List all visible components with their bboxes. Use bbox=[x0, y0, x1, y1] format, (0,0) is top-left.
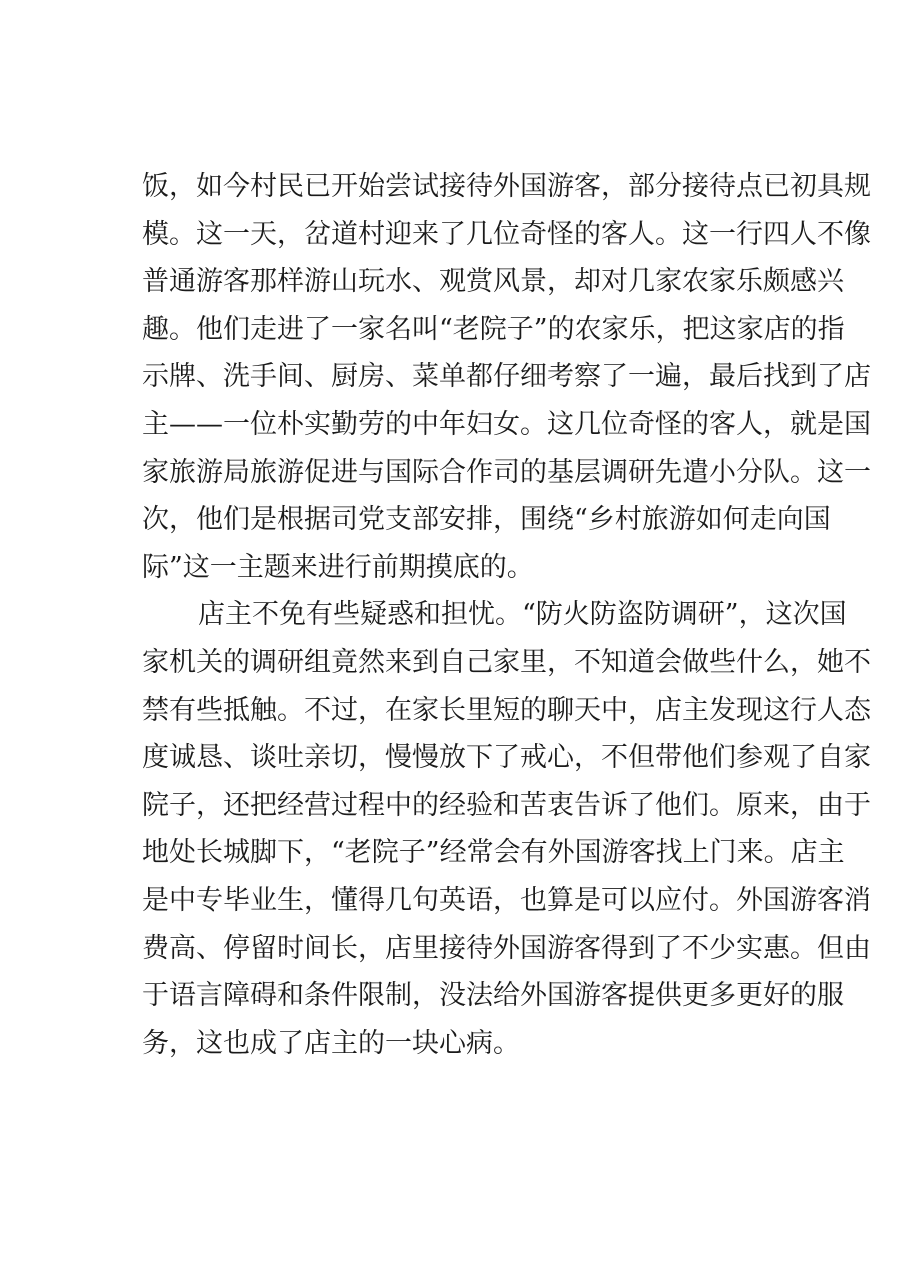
text-line: 际”这一主题来进行前期摸底的。 bbox=[142, 551, 534, 583]
paragraph bbox=[142, 163, 871, 591]
text-line: 饭，如今村民已开始尝试接待外国游客，部分接待点已初具规 bbox=[142, 171, 871, 202]
text-line: 普通游客那样游山玩水、观赏风景，却对几家农家乐颇感兴 bbox=[142, 266, 844, 298]
text-line: 模。这一天，岔道村迎来了几位奇怪的客人。这一行四人不像 bbox=[142, 218, 871, 250]
text-line: 务，这也成了店主的一块心病。 bbox=[142, 1027, 520, 1059]
body-text bbox=[142, 163, 871, 1067]
text-line: 院子，还把经营过程中的经验和苦衷告诉了他们。原来，由于 bbox=[142, 789, 871, 821]
text-line: 是中专毕业生，懂得几句英语，也算是可以应付。外国游客消 bbox=[142, 884, 871, 916]
text-line: 家机关的调研组竟然来到自己家里，不知道会做些什么，她不 bbox=[142, 646, 871, 678]
text-line: 度诚恳、谈吐亲切，慢慢放下了戒心，不但带他们参观了自家 bbox=[142, 742, 871, 774]
text-line: 主——一位朴实勤劳的中年妇女。这几位奇怪的客人，就是国 bbox=[142, 408, 871, 440]
text-line: 地处长城脚下，“老院子”经常会有外国游客找上门来。店主 bbox=[142, 837, 845, 869]
text-line: 趣。他们走进了一家名叫“老院子”的农家乐，把这家店的指 bbox=[142, 313, 845, 345]
text-line: 示牌、洗手间、厨房、菜单都仔细考察了一遍，最后找到了店 bbox=[142, 361, 871, 393]
paragraph bbox=[142, 591, 871, 1067]
text-line: 禁有些抵触。不过，在家长里短的聊天中，店主发现这行人态 bbox=[142, 694, 871, 726]
text-line: 次，他们是根据司党支部安排，围绕“乡村旅游如何走向国 bbox=[142, 504, 831, 536]
text-line: 店主不免有些疑惑和担忧。“防火防盗防调研”，这次国 bbox=[198, 599, 847, 631]
text-line: 于语言障碍和条件限制，没法给外国游客提供更多更好的服 bbox=[142, 980, 844, 1012]
text-line: 家旅游局旅游促进与国际合作司的基层调研先遣小分队。这一 bbox=[142, 456, 871, 488]
text-line: 费高、停留时间长，店里接待外国游客得到了不少实惠。但由 bbox=[142, 932, 871, 964]
